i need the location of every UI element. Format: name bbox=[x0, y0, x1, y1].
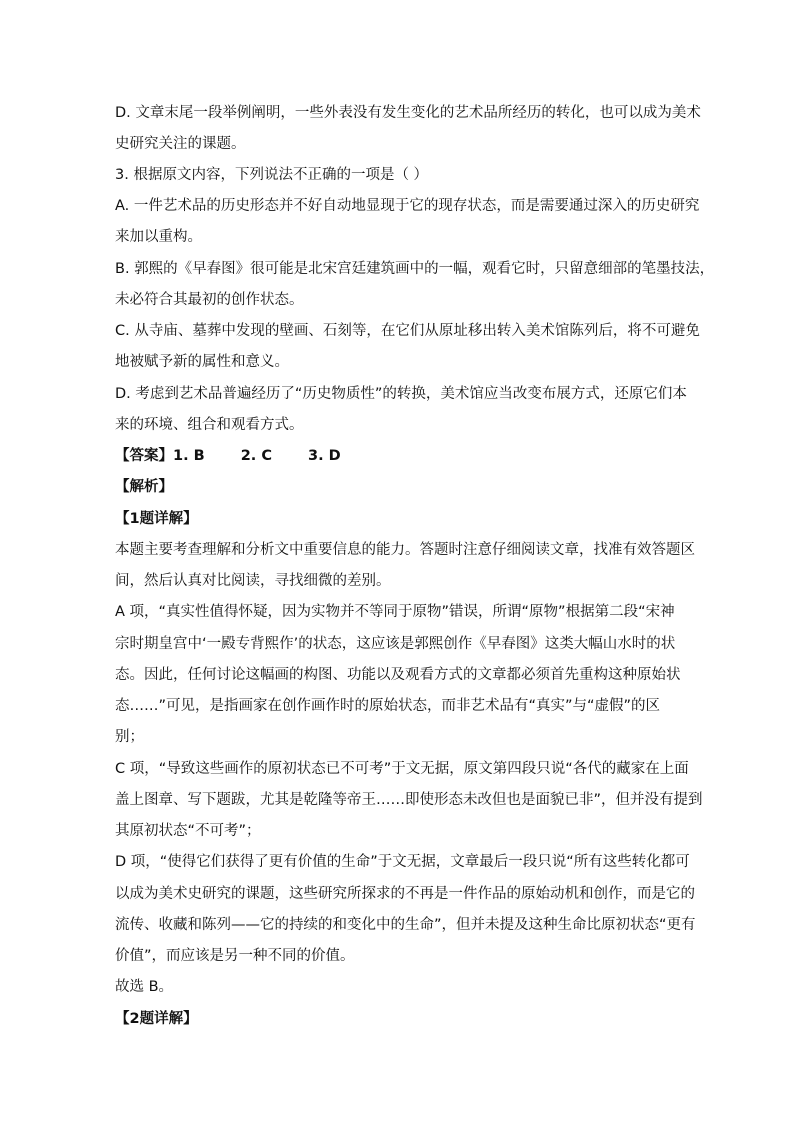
answer-label: 【答案】 bbox=[115, 448, 173, 464]
question3-option-a-line2: 来加以重构。 bbox=[115, 229, 202, 245]
answer-3: 3. D bbox=[308, 448, 341, 464]
question3-option-a-line1: A. 一件艺术品的历史形态并不好自动地显现于它的现存状态，而是需要通过深入的历史研究 bbox=[115, 198, 700, 214]
question3-option-c-line2: 地被赋予新的属性和意义。 bbox=[115, 354, 289, 370]
option-d-line2: 史研究关注的课题。 bbox=[115, 136, 246, 152]
question3-option-d-line1: D. 考虑到艺术品普遍经历了“历史物质性”的转换，美术馆应当改变布展方式，还原它们本 bbox=[115, 386, 687, 402]
q2-detail-heading: 【2题详解】 bbox=[115, 1011, 198, 1027]
item-c-line3: 其原初状态“不可考”； bbox=[115, 823, 261, 839]
question3-option-b-line2: 未必符合其最初的创作状态。 bbox=[115, 292, 304, 308]
item-a-line4: 态……”可见，是指画家在创作画作时的原始状态，而非艺术品有“真实”与“虚假”的区 bbox=[115, 698, 661, 714]
answer-row bbox=[115, 446, 341, 466]
question3-option-d-line2: 来的环境、组合和观看方式。 bbox=[115, 417, 304, 433]
option-d-line1: D. 文章末尾一段举例阐明，一些外表没有发生变化的艺术品所经历的转化，也可以成为美术 bbox=[115, 105, 701, 121]
item-a-line5: 别； bbox=[115, 729, 144, 745]
choose-answer: 故选 B。 bbox=[115, 979, 174, 995]
item-c-line2: 盖上图章、写下题跋，尤其是乾隆等帝王……即使形态未改但也是面貌已非”，但并没有提到 bbox=[115, 792, 703, 808]
question3-option-b-line1: B. 郭熙的《早春图》很可能是北宋宫廷建筑画中的一幅，观看它时，只留意细部的笔墨技法， bbox=[115, 261, 715, 277]
q1-detail-heading: 【1题详解】 bbox=[115, 511, 198, 527]
intro-line2: 间，然后认真对比阅读，寻找细微的差别。 bbox=[115, 573, 391, 589]
question3-stem: 3. 根据原文内容，下列说法不正确的一项是（ ） bbox=[115, 167, 429, 183]
item-a-line1: A 项，“真实性值得怀疑，因为实物并不等同于原物”错误，所谓“原物”根据第二段“宋神 bbox=[115, 604, 675, 620]
analysis-heading: 【解析】 bbox=[115, 479, 173, 495]
item-d-line3: 流传、收藏和陈列——它的持续的和变化中的生命”，但并未提及这种生命比原初状态“更有 bbox=[115, 917, 696, 933]
question3-option-c-line1: C. 从寺庙、墓葬中发现的壁画、石刻等，在它们从原址移出转入美术馆陈列后，将不可避免 bbox=[115, 323, 700, 339]
item-a-line2: 宗时期皇宫中‘一殿专背熙作’的状态，这应该是郭熙创作《早春图》这类大幅山水时的状 bbox=[115, 636, 676, 652]
item-d-line4: 价值”，而应该是另一种不同的价值。 bbox=[115, 948, 355, 964]
item-d-line1: D 项，“使得它们获得了更有价值的生命”于文无据，文章最后一段只说“所有这些转化都可 bbox=[115, 854, 690, 870]
item-c-line1: C 项，“导致这些画作的原初状态已不可考”于文无据，原文第四段只说“各代的藏家在上面 bbox=[115, 761, 689, 777]
intro-line1: 本题主要考查理解和分析文中重要信息的能力。答题时注意仔细阅读文章，找准有效答题区 bbox=[115, 542, 695, 558]
answer-1: 1. B bbox=[173, 448, 205, 464]
item-a-line3: 态。因此，任何讨论这幅画的构图、功能以及观看方式的文章都必须首先重构这种原始状 bbox=[115, 667, 681, 683]
item-d-line2: 以成为美术史研究的课题，这些研究所探求的不再是一件作品的原始动机和创作，而是它的 bbox=[115, 886, 695, 902]
answer-2: 2. C bbox=[240, 448, 272, 464]
